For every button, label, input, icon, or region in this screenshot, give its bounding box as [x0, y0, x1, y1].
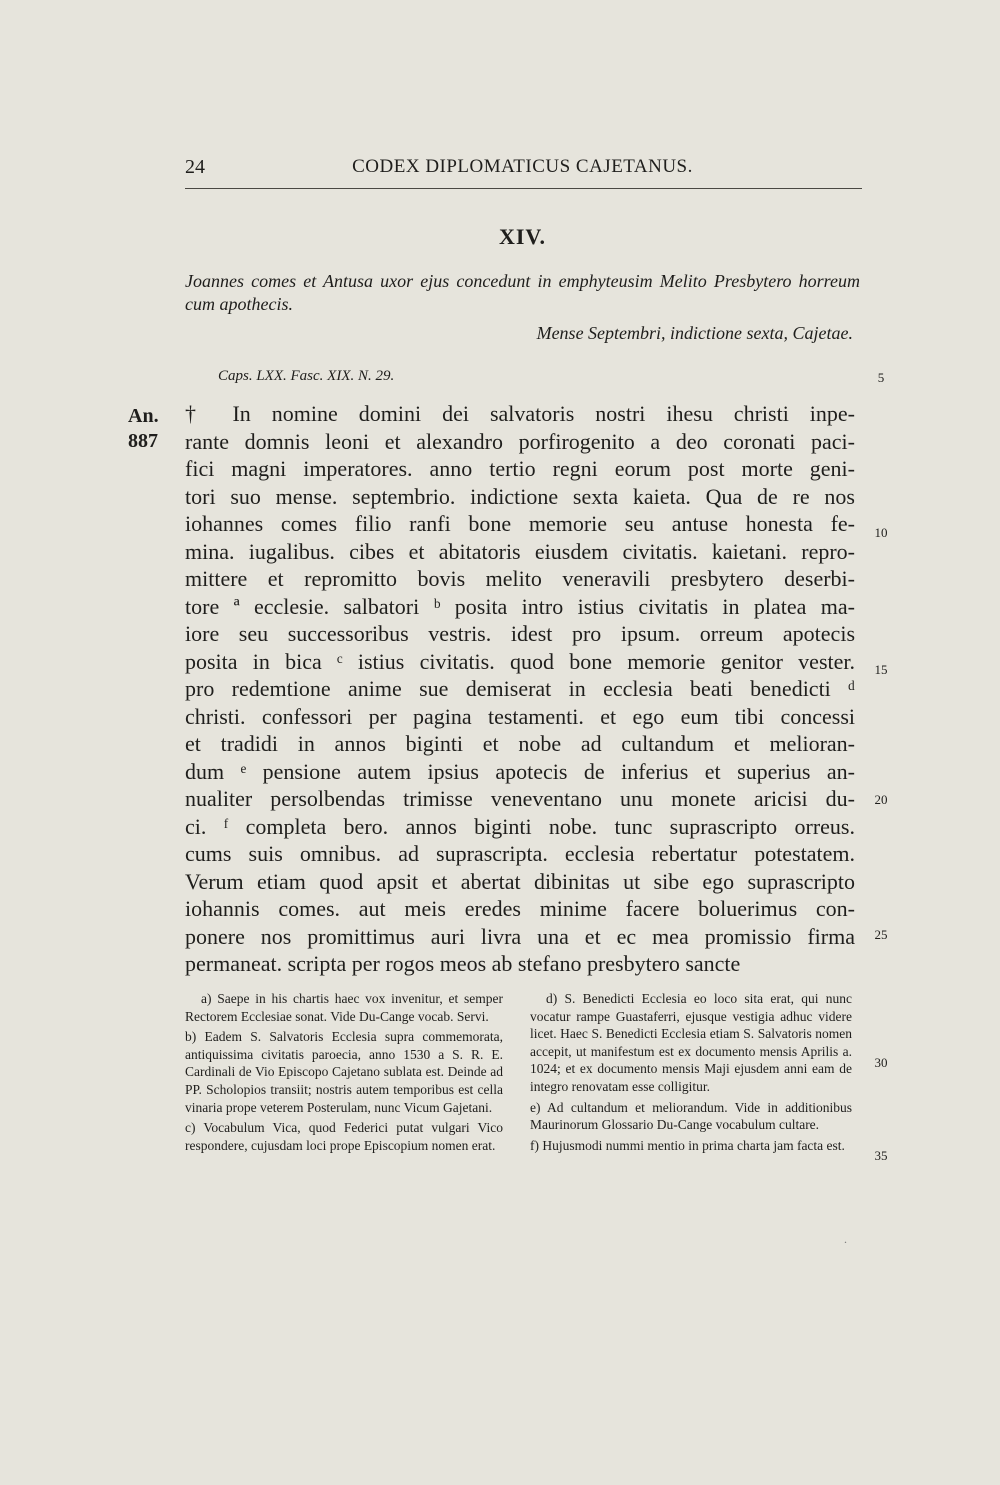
text-line: tori suo mense. septembrio. indictione sexta kaieta. Qua de re nos	[185, 483, 855, 509]
text-line: mina. iugalibus. cibes et abitatoris eiusdem civitatis. kaietani. repro-	[185, 538, 855, 564]
footnote-a: a) Saepe in his chartis haec vox invenitur, et semper Rectorem Ecclesiae sonat. Vide Du-Cange vocab. Servi.	[185, 991, 503, 1024]
text-line: cums suis omnibus. ad suprascripta. ecclesia rebertatur potestatem.	[185, 841, 855, 866]
text-line: ponere nos promittimus auri livra una et ec mea promissio firma	[185, 923, 855, 949]
footnote-c: c) Vocabulum Vica, quod Federici putat vulgari Vico respondere, cujusdam loci prope Episcopium nomen erat.	[185, 1120, 503, 1153]
text-line: posita in bica ᶜ istius civitatis. quod bone memorie genitor vester.	[185, 648, 855, 674]
line-number: 20	[874, 792, 888, 807]
text-line: fici magni imperatores. anno tertio regni eorum post morte geni-	[185, 456, 855, 481]
footnote-b: b) Eadem S. Salvatoris Ecclesia supra commemorata, antiquissima civitatis paroecia, anno 1530 a S. R. E. Cardinali de Vio Episcopo Cajetano sublata est. Deinde ad PP. Scholopios transiit; nostris autem temporibus est cella vinaria prope veterem Posterulam, nunc Vicum Gajetani.	[185, 1029, 503, 1115]
margin-year-label: An.	[128, 405, 159, 427]
document-number: XIV.	[498, 224, 546, 249]
text-line: iohannes comes filio ranfi bone memorie seu antuse honesta fe-	[185, 511, 855, 536]
margin-year-value: 887	[128, 430, 158, 452]
page-number: 24	[185, 156, 205, 178]
text-line: iohannis comes. aut meis eredes minime facere boluerimus con-	[185, 896, 855, 921]
text-line: nualiter persolbendas trimisse veneventano unu monete aricisi du-	[185, 786, 855, 811]
margin-year	[128, 404, 159, 454]
footnotes-left-column	[185, 990, 503, 1157]
text-line: ci. ᶠ completa bero. annos biginti nobe. tunc suprascripto orreus.	[185, 813, 855, 839]
text-line: mittere et repromitto bovis melito veneravili presbytero deserbi-	[185, 566, 855, 591]
text-line: tore ª ecclesie. salbatori ᵇ posita intro istius civitatis in platea ma-	[185, 593, 855, 619]
line-number: 30	[874, 1055, 888, 1070]
document-dateline: Mense Septembri, indictione sexta, Cajetae.	[536, 323, 853, 343]
document-summary: Joannes comes et Antusa uxor ejus concedunt in emphyteusim Melito Presbytero horreum cum apothecis.	[185, 271, 860, 314]
header-rule	[185, 188, 862, 189]
footnotes-right-column	[530, 990, 852, 1157]
footnote-e: e) Ad cultandum et meliorandum. Vide in additionibus Maurinorum Glossario Du-Cange vocabulum cultare.	[530, 1099, 852, 1133]
footnote-d: d) S. Benedicti Ecclesia eo loco sita erat, qui nunc vocatur rampe Guastaferri, ejusque vestigia adhuc videre licet. Haec S. Benedicti Ecclesia etiam S. Salvatoris nomen accepit, ut manifestum est ex documento mensis Aprilis a. 1024; et ex documento mensis Maji ejusdem anni eam de integro renovatam esse colligitur.	[530, 991, 852, 1094]
line-number: 10	[874, 525, 888, 540]
footnote-f: f) Hujusmodi nummi mentio in prima charta jam facta est.	[530, 1137, 845, 1153]
text-line: pro redemtione anime sue demiserat in ecclesia beati benedicti ᵈ	[185, 676, 855, 701]
text-line: rante domnis leoni et alexandro porfirogenito a deo coronati paci-	[185, 428, 855, 454]
text-line: iore seu successoribus vestris. idest pro ipsum. orreum apotecis	[185, 621, 855, 646]
text-line: dum ᵉ pensione autem ipsius apotecis de inferius et superius an-	[185, 758, 855, 784]
line-number: 35	[874, 1148, 888, 1163]
line-number: 15	[874, 662, 888, 677]
line-number: 5	[877, 370, 885, 385]
running-title: CODEX DIPLOMATICUS CAJETANUS.	[352, 156, 693, 177]
page-header	[185, 152, 860, 184]
text-line: † In nomine domini dei salvatoris nostri ihesu christi inpe-	[185, 401, 855, 426]
text-line: christi. confessori per pagina testamenti. et ego eum tibi concessi	[185, 703, 855, 729]
archive-reference: Caps. LXX. Fasc. XIX. N. 29.	[218, 368, 395, 384]
text-line: et tradidi in annos biginti et nobe ad cultandum et melioran-	[185, 731, 855, 756]
charter-text	[185, 400, 855, 978]
text-line: Verum etiam quod apsit et abertat dibinitas ut sibe ego suprascripto	[185, 868, 855, 894]
text-line: permaneat. scripta per rogos meos ab stefano presbytero sancte	[185, 951, 741, 976]
stray-mark: .	[844, 1232, 847, 1246]
line-number: 25	[874, 927, 888, 942]
